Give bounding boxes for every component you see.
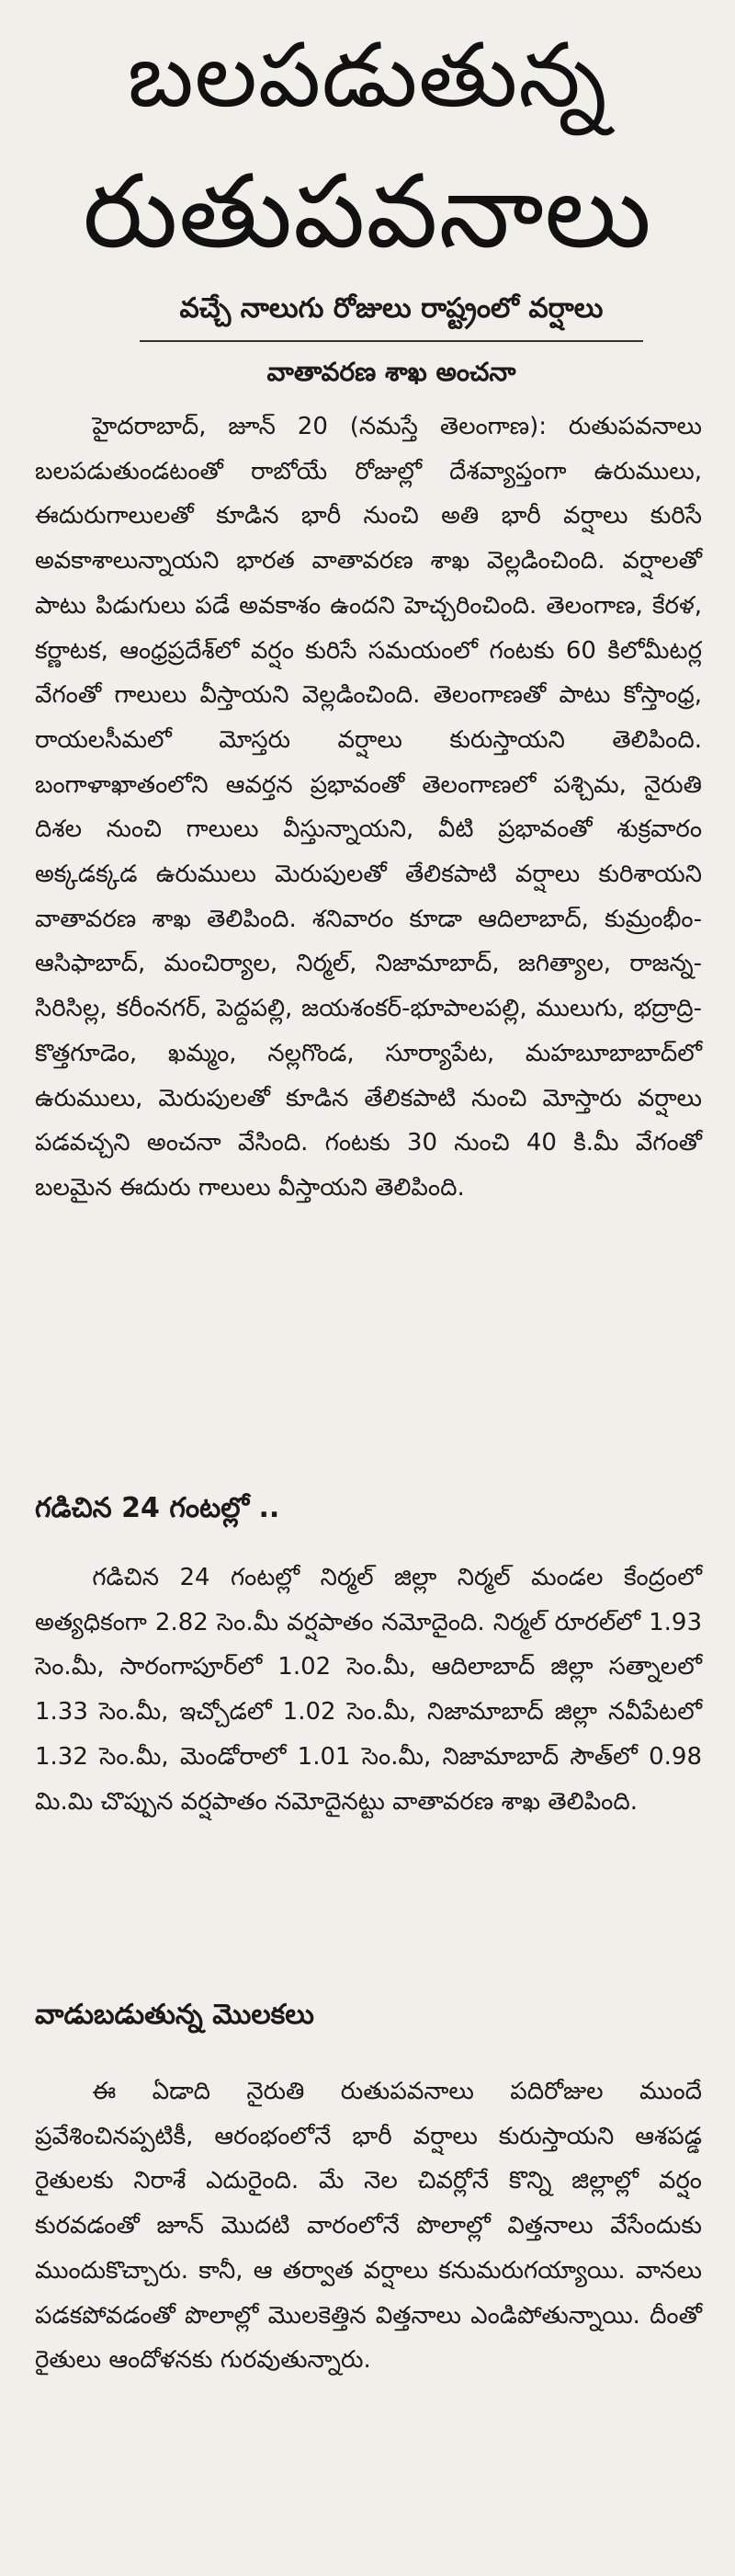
section-heading: గడిచిన 24 గంటల్లో ..: [35, 1492, 280, 1524]
section-heading: వాడుబడుతున్న మొలకలు: [35, 1999, 314, 2031]
headline-line-1: బలపడుతున్న: [127, 24, 608, 127]
article-paragraph: గడిచిన 24 గంటల్లో నిర్మల్ జిల్లా నిర్మల్ మండల కేంద్రంలో అత్యధికంగా 2.82 సెం.మీ వర్షపాతం నమోదైంది. నిర్మల్ రూరల్‌లో 1.93 సెం.మీ, సారంగాపూర్‌లో 1.02 సెం.మీ, ఆదిలాబాద్ జిల్లా సత్నాలలో 1.33 సెం.మీ, ఇచ్చోడలో 1.02 సెం.మీ, నిజామాబాద్ జిల్లా నవీపేటలో 1.32 సెం.మీ, మెండోరాలో 1.01 సెం.మీ, నిజామాబాద్ సౌత్‌లో 0.98 మి.మి చొప్పున వర్షపాతం నమోదైనట్టు వాతావరణ శాఖ తెలిపింది.: [35, 1564, 702, 1816]
subheadline: వచ్చే నాలుగు రోజులు రాష్ట్రంలో వర్షాలు: [179, 292, 604, 325]
kicker: వాతావరణ శాఖ అంచనా: [266, 357, 516, 387]
article-paragraph: ఈ ఏడాది నైరుతి రుతుపవనాలు పదిరోజుల ముందే ప్రవేశించినప్పటికీ, ఆరంభంలోనే భారీ వర్షాలు కురుస్తాయని ఆశపడ్డ రైతులకు నిరాశే ఎదురైంది. మే నెల చివర్లోనే కొన్ని జిల్లాల్లో వర్షం కురవడంతో జూన్ మొదటి వారంలోనే పొలాల్లో విత్తనాలు వేసేందుకు ముందుకొచ్చారు. కానీ, ఆ తర్వాత వర్షాలు కనుమరుగయ్యాయి. వానలు పడకపోవడంతో పొలాల్లో మొలకెత్తిన విత్తనాలు ఎండిపోతున్నాయి. దీంతో రైతులు ఆందోళనకు గురవుతున్నారు.: [35, 2078, 702, 2375]
article-paragraph: హైదరాబాద్, జూన్ 20 (నమస్తే తెలంగాణ): రుతుపవనాలు బలపడుతుండటంతో రాబోయే రోజుల్లో దేశవ్యాప్తంగా ఉరుములు, ఈదురుగాలులతో కూడిన భారీ నుంచి అతి భారీ వర్షాలు కురిసే అవకాశాలున్నాయని భారత వాతావరణ శాఖ వెల్లడించింది. వర్షాలతో పాటు పిడుగులు పడే అవకాశం ఉందని హెచ్చరించింది. తెలంగాణ, కేరళ, కర్ణాటక, ఆంధ్రప్రదేశ్‌లో వర్షం కురిసే సమయంలో గంటకు 60 కిలోమీటర్ల వేగంతో గాలులు వీస్తాయని వెల్లడించింది. తెలంగాణతో పాటు కోస్తాంధ్ర, రాయలసీమలో మోస్తరు వర్షాలు కురుస్తాయని తెలిపింది. బంగాళాఖాతంలోని ఆవర్తన ప్రభావంతో తెలంగాణలో పశ్చిమ, నైరుతి దిశల నుంచి గాలులు వీస్తున్నాయని, వీటి ప్రభావంతో శుక్రవారం అక్కడక్కడ ఉరుములు మెరుపులతో తేలికపాటి వర్షాలు కురిశాయని వాతావరణ శాఖ తెలిపింది. శనివారం కూడా ఆదిలాబాద్, కుమ్రంభీం-ఆసిఫాబాద్, మంచిర్యాల, నిర్మల్, నిజామాబాద్, జగిత్యాల, రాజన్న-సిరిసిల్ల, కరీంనగర్, పెద్దపల్లి, జయశంకర్-భూపాలపల్లి, ములుగు, భద్రాద్రి-కొత్తగూడెం, ఖమ్మం, నల్లగొండ, సూర్యాపేట, మహబూబాబాద్‌లో ఉరుములు, మెరుపులతో కూడిన తేలికపాటి నుంచి మోస్తారు వర్షాలు పడవచ్చని అంచనా వేసింది. గంటకు 30 నుంచి 40 కి.మీ వేగంతో బలమైన ఈదురు గాలులు వీస్తాయని తెలిపింది.: [35, 413, 702, 1202]
subheadline-divider: [140, 340, 643, 342]
headline-line-2: రుతుపవనాలు: [83, 153, 652, 270]
